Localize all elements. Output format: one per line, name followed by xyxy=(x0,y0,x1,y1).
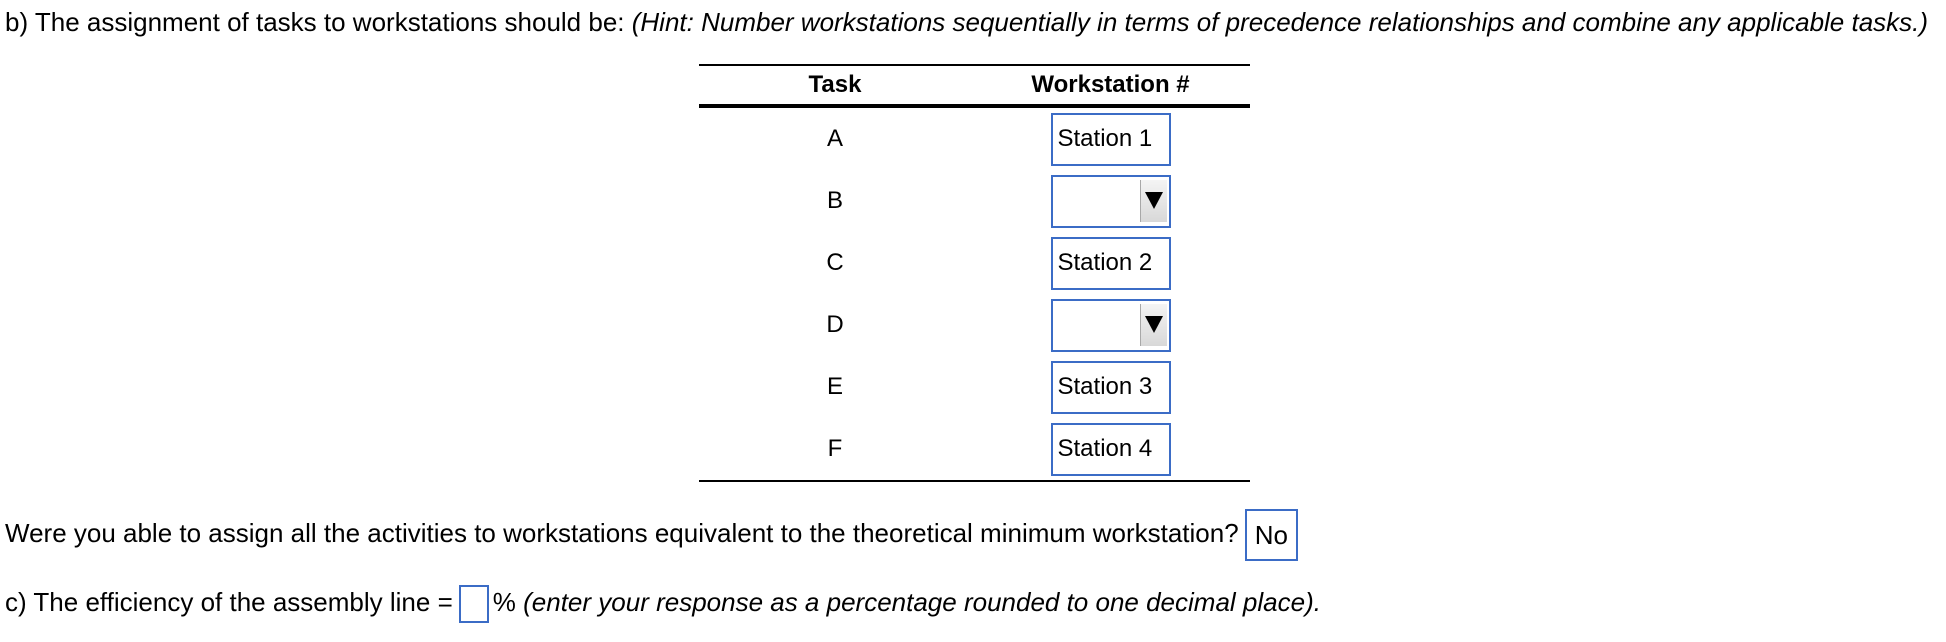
workstation-value: Station 2 xyxy=(1057,249,1153,276)
workstation-field-f[interactable] xyxy=(1051,423,1171,476)
workstation-dropdown-b[interactable] xyxy=(1051,175,1171,228)
efficiency-input[interactable] xyxy=(459,585,489,623)
part-c-lead: c) The efficiency of the assembly line = xyxy=(5,586,453,617)
workstation-field-e[interactable] xyxy=(1051,361,1171,414)
dropdown-arrow-button[interactable] xyxy=(1140,180,1167,222)
workstation-value: Station 1 xyxy=(1057,125,1153,152)
task-assignment-table xyxy=(699,64,1250,482)
question-answer-field[interactable] xyxy=(1245,509,1298,561)
part-b-lead: b) The assignment of tasks to workstations should be: xyxy=(5,7,625,37)
workstation-column-header: Workstation # xyxy=(1031,71,1190,98)
part-b-prompt xyxy=(5,6,1928,38)
question-answer-value: No xyxy=(1254,520,1288,550)
task-label: E xyxy=(826,373,843,400)
table-row xyxy=(699,356,1250,418)
workstation-field-a[interactable] xyxy=(1051,113,1171,166)
part-b-hint: (Hint: Number workstations sequentially in terms of precedence relationships and combine any applicable tasks.) xyxy=(631,7,1929,37)
part-c-prompt xyxy=(5,585,1321,623)
triangle-down-icon xyxy=(1145,316,1163,333)
task-label: F xyxy=(827,435,843,462)
workstation-field-c[interactable] xyxy=(1051,237,1171,290)
workstation-value: Station 3 xyxy=(1057,373,1153,400)
question-text: Were you able to assign all the activities to workstations equivalent to the theoretical minimum workstation? xyxy=(5,517,1239,548)
table-row xyxy=(699,294,1250,356)
table-row xyxy=(699,170,1250,232)
table-header xyxy=(699,66,1250,108)
part-c-note: (enter your response as a percentage rounded to one decimal place). xyxy=(523,586,1321,617)
task-label: D xyxy=(826,311,844,338)
workstation-dropdown-d[interactable] xyxy=(1051,299,1171,352)
table-row xyxy=(699,108,1250,170)
task-column-header: Task xyxy=(808,71,862,98)
task-label: B xyxy=(826,187,843,214)
table-row xyxy=(699,232,1250,294)
triangle-down-icon xyxy=(1145,192,1163,209)
workstation-value: Station 4 xyxy=(1057,435,1153,462)
dropdown-arrow-button[interactable] xyxy=(1140,304,1167,346)
percent-unit: % xyxy=(492,586,516,617)
table-row xyxy=(699,418,1250,480)
theoretical-minimum-question xyxy=(5,509,1298,561)
task-label: A xyxy=(826,125,843,152)
task-label: C xyxy=(826,249,844,276)
